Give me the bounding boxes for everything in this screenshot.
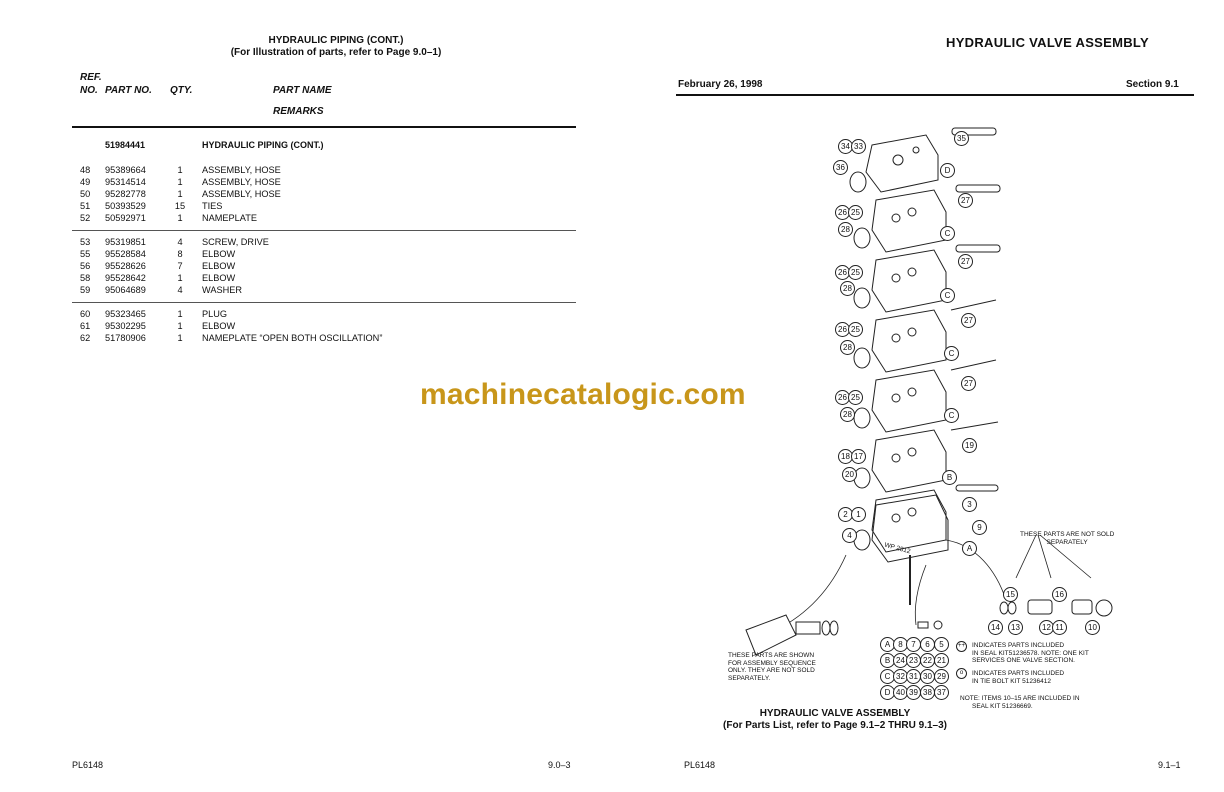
- callout-label: 27: [961, 376, 976, 391]
- part-no-cell: 95389664: [105, 165, 146, 175]
- note-assembly-seq-line-3: ONLY. THEY ARE NOT SOLD: [728, 667, 815, 674]
- ref-cell: 49: [80, 177, 91, 187]
- col-part-name: PART NAME: [273, 85, 332, 96]
- group-rule-2: [72, 302, 576, 303]
- note-not-sold-line-2: SEPARATELY: [1046, 538, 1088, 546]
- qty-cell: 1: [177, 177, 183, 187]
- callout-label: 31: [906, 669, 921, 684]
- qty-cell: 7: [177, 261, 183, 271]
- note-seal-kit-line-2: IN SEAL KIT51236578. NOTE: ONE KIT: [972, 649, 1089, 657]
- qty-cell: 1: [177, 321, 183, 331]
- callout-label: 13: [1008, 620, 1023, 635]
- ref-cell: 62: [80, 333, 91, 343]
- ref-cell: 55: [80, 249, 91, 259]
- valve-assembly-diagram: [676, 100, 1194, 730]
- callout-label: 14: [988, 620, 1003, 635]
- part-no-cell: 95528626: [105, 261, 146, 271]
- qty-cell: 1: [177, 213, 183, 223]
- callout-label: 15: [1003, 587, 1018, 602]
- part-name-cell: ELBOW: [202, 261, 236, 271]
- callout-label: 27: [958, 193, 973, 208]
- qty-cell: 1: [177, 189, 183, 199]
- part-no-cell: 95528584: [105, 249, 146, 259]
- note-not-sold: [1020, 531, 1114, 546]
- callout-label: B: [942, 470, 957, 485]
- right-page-section: Section 9.1: [1126, 79, 1179, 90]
- callout-label: D: [880, 685, 895, 700]
- callout-label: 32: [893, 669, 908, 684]
- callout-label: 29: [934, 669, 949, 684]
- callout-label: A: [962, 541, 977, 556]
- callout-label: 36: [833, 160, 848, 175]
- ref-cell: 58: [80, 273, 91, 283]
- callout-label: 28: [838, 222, 853, 237]
- part-name-cell: ELBOW: [202, 321, 236, 331]
- right-footer-page: 9.1–1: [1158, 760, 1181, 770]
- callout-label: 26: [835, 390, 850, 405]
- part-no-cell: 51780906: [105, 333, 146, 343]
- part-name-cell: ELBOW: [202, 273, 236, 283]
- callout-label: 25: [848, 205, 863, 220]
- callout-label: 18: [838, 449, 853, 464]
- note-seal-kit: [972, 642, 1089, 665]
- callout-label: 27: [958, 254, 973, 269]
- callout-label: 24: [893, 653, 908, 668]
- right-page-title: HYDRAULIC VALVE ASSEMBLY: [946, 35, 1149, 50]
- callout-label: 25: [848, 322, 863, 337]
- ref-cell: 56: [80, 261, 91, 271]
- callout-label: 19: [962, 438, 977, 453]
- callout-label: 21: [934, 653, 949, 668]
- callout-label: 28: [840, 340, 855, 355]
- part-name-cell: NAMEPLATE: [202, 213, 257, 223]
- callout-label: 34: [838, 139, 853, 154]
- note-items-line-1: NOTE: ITEMS 10–15 ARE INCLUDED IN: [960, 695, 1080, 702]
- part-no-cell: 95282778: [105, 189, 146, 199]
- figure-title: HYDRAULIC VALVE ASSEMBLY: [759, 708, 911, 719]
- callout-label: 26: [835, 322, 850, 337]
- part-name-cell: ASSEMBLY, HOSE: [202, 165, 281, 175]
- callout-label: C: [944, 408, 959, 423]
- callout-label: 3: [962, 497, 977, 512]
- note-assembly-seq-line-1: THESE PARTS ARE SHOWN: [728, 652, 815, 659]
- callout-label: 39: [906, 685, 921, 700]
- callout-label: 25: [848, 265, 863, 280]
- callout-label: C: [944, 346, 959, 361]
- callout-label: 1: [851, 507, 866, 522]
- callout-label: 5: [934, 637, 949, 652]
- qty-cell: 15: [174, 201, 186, 211]
- note-assembly-seq-line-2: FOR ASSEMBLY SEQUENCE: [728, 659, 816, 667]
- col-no-label: NO.: [80, 85, 98, 96]
- ref-cell: 61: [80, 321, 91, 331]
- right-header-rule: [676, 94, 1194, 96]
- col-part-no: PART NO.: [105, 85, 152, 96]
- part-name-cell: ASSEMBLY, HOSE: [202, 189, 281, 199]
- callout-label: A: [880, 637, 895, 652]
- callout-label: 27: [961, 313, 976, 328]
- callout-label: 9: [972, 520, 987, 535]
- part-no-cell: 95314514: [105, 177, 146, 187]
- note-tie-bolt-line-1: INDICATES PARTS INCLUDED: [972, 670, 1065, 677]
- callout-label: 26: [835, 205, 850, 220]
- callout-label: 40: [893, 685, 908, 700]
- qty-cell: 4: [177, 237, 183, 247]
- callout-label: 26: [835, 265, 850, 280]
- callout-label: 6: [920, 637, 935, 652]
- watermark: machinecatalogic.com: [420, 378, 746, 411]
- ref-cell: 60: [80, 309, 91, 319]
- callout-label: C: [940, 226, 955, 241]
- callout-label: D: [940, 163, 955, 178]
- callout-label: 28: [840, 407, 855, 422]
- assembly-name: HYDRAULIC PIPING (CONT.): [202, 140, 324, 150]
- wp-label: WP 2812: [883, 541, 912, 556]
- part-name-cell: ELBOW: [202, 249, 236, 259]
- part-no-cell: 95323465: [105, 309, 146, 319]
- part-no-cell: 50393529: [105, 201, 146, 211]
- qty-cell: 1: [177, 165, 183, 175]
- callout-label: 17: [851, 449, 866, 464]
- col-ref-label: REF.: [80, 72, 102, 83]
- callout-label: 37: [934, 685, 949, 700]
- callout-label: 23: [906, 653, 921, 668]
- part-name-cell: NAMEPLATE “OPEN BOTH OSCILLATION”: [202, 333, 383, 343]
- qty-cell: 1: [177, 333, 183, 343]
- callout-label: B: [880, 653, 895, 668]
- callout-label: 16: [1052, 587, 1067, 602]
- callout-label: 28: [840, 281, 855, 296]
- callout-label: 25: [848, 390, 863, 405]
- note-assembly-seq-line-4: SEPARATELY.: [728, 674, 771, 682]
- callout-label: 22: [920, 653, 935, 668]
- col-qty: QTY.: [170, 85, 193, 96]
- qty-cell: 1: [177, 309, 183, 319]
- left-page-title: HYDRAULIC PIPING (CONT.): [268, 35, 404, 46]
- qty-cell: 4: [177, 285, 183, 295]
- right-page-date: February 26, 1998: [678, 79, 763, 90]
- part-name-cell: SCREW, DRIVE: [202, 237, 269, 247]
- callout-label: 2: [838, 507, 853, 522]
- left-footer-code: PL6148: [72, 760, 104, 770]
- callout-label: 33: [851, 139, 866, 154]
- note-assembly-seq: [728, 652, 816, 682]
- note-seal-kit-line-3: SERVICES ONE VALVE SECTION.: [972, 657, 1075, 664]
- part-no-cell: 95064689: [105, 285, 146, 295]
- right-footer-code: PL6148: [684, 760, 716, 770]
- ref-cell: 53: [80, 237, 91, 247]
- note-seal-kit-line-1: INDICATES PARTS INCLUDED: [972, 642, 1065, 649]
- left-page-subtitle: (For Illustration of parts, refer to Page 9.0–1): [230, 47, 442, 58]
- part-name-cell: WASHER: [202, 285, 242, 295]
- seal-kit-symbol-icon: ++: [956, 641, 967, 652]
- note-not-sold-line-1: THESE PARTS ARE NOT SOLD: [1020, 531, 1115, 538]
- callout-label: C: [940, 288, 955, 303]
- callout-label: 38: [920, 685, 935, 700]
- callout-label: 10: [1085, 620, 1100, 635]
- part-no-cell: 95319851: [105, 237, 146, 247]
- note-items: [960, 695, 1080, 710]
- ref-cell: 59: [80, 285, 91, 295]
- col-remarks: REMARKS: [273, 106, 324, 117]
- part-name-cell: TIES: [202, 201, 223, 211]
- callout-label: 4: [842, 528, 857, 543]
- tie-bolt-symbol-icon: o: [956, 668, 967, 679]
- callout-label: 11: [1052, 620, 1067, 635]
- callout-label: 35: [954, 131, 969, 146]
- left-footer-page: 9.0–3: [548, 760, 571, 770]
- callout-label: 7: [906, 637, 921, 652]
- header-rule: [72, 126, 576, 128]
- note-items-line-2: SEAL KIT 51236669.: [972, 702, 1033, 710]
- callout-label: 12: [1039, 620, 1054, 635]
- part-no-cell: 95302295: [105, 321, 146, 331]
- note-tie-bolt: [972, 670, 1064, 685]
- part-no-cell: 50592971: [105, 213, 146, 223]
- ref-cell: 52: [80, 213, 91, 223]
- ref-cell: 50: [80, 189, 91, 199]
- part-name-cell: ASSEMBLY, HOSE: [202, 177, 281, 187]
- ref-cell: 48: [80, 165, 91, 175]
- callout-label: 8: [893, 637, 908, 652]
- callout-label: C: [880, 669, 895, 684]
- callout-label: 20: [842, 467, 857, 482]
- part-name-cell: PLUG: [202, 309, 228, 319]
- ref-cell: 51: [80, 201, 91, 211]
- part-no-cell: 95528642: [105, 273, 146, 283]
- callout-label: 30: [920, 669, 935, 684]
- qty-cell: 8: [177, 249, 183, 259]
- figure-subtitle: (For Parts List, refer to Page 9.1–2 THRU 9.1–3): [723, 720, 947, 731]
- group-rule-1: [72, 230, 576, 231]
- note-tie-bolt-line-2: IN TIE BOLT KIT 51236412: [972, 677, 1052, 685]
- qty-cell: 1: [177, 273, 183, 283]
- assembly-part-no: 51984441: [105, 140, 146, 150]
